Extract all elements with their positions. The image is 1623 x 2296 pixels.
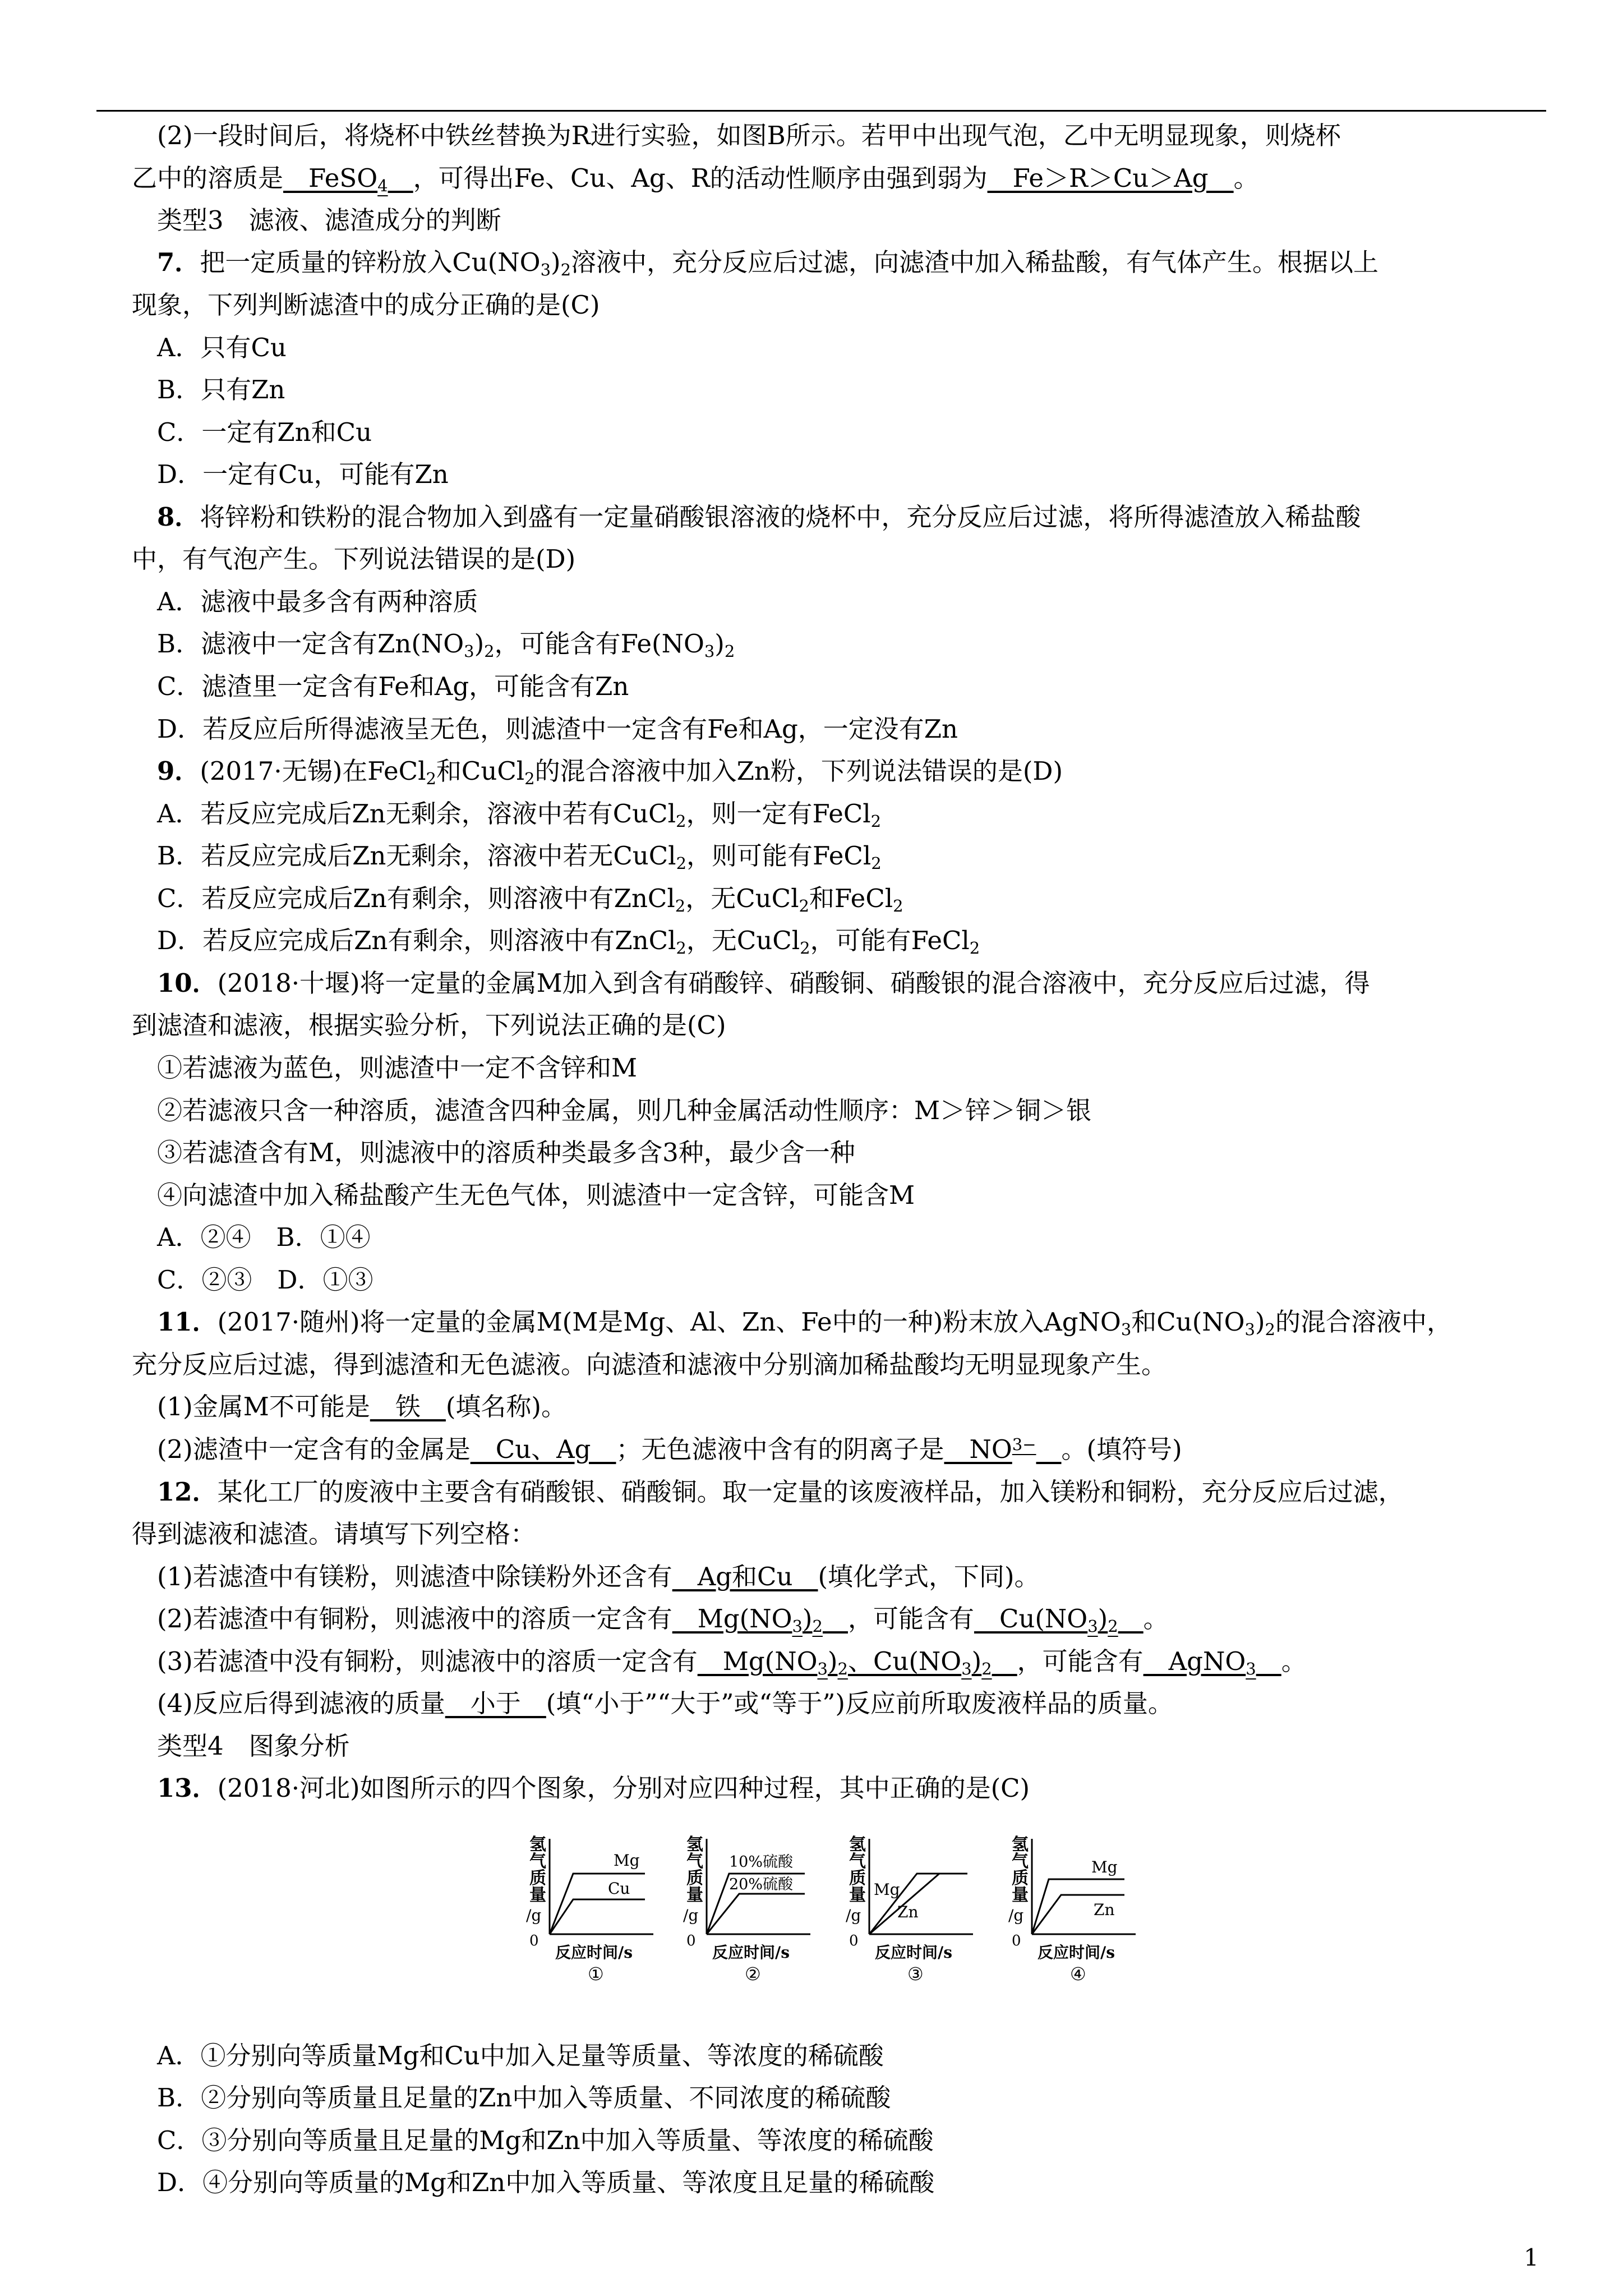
question-number: 9．	[157, 756, 200, 786]
chart-2-label-10pct: 10%硫酸	[729, 1853, 794, 1871]
chart-1-xlabel: 反应时间/s	[555, 1943, 633, 1962]
text-run: (4)反应后得到滤液的质量	[157, 1688, 445, 1718]
chart-1-ylabel-3: 质	[529, 1869, 546, 1888]
q13-charts	[522, 1833, 1166, 2024]
text-run: 2	[675, 812, 686, 831]
text-run: 到滤渣和滤液，根据实验分析，下列说法正确的是(C)	[132, 1010, 726, 1040]
answer-fill: __	[992, 1646, 1017, 1676]
answer-fill: __Mg(NO	[672, 1604, 792, 1634]
chart-3-number: ③	[907, 1963, 924, 1985]
answer-fill: )	[971, 1646, 982, 1676]
text-line	[157, 839, 882, 873]
text-run: 2	[969, 938, 980, 958]
text-run: (填“小于”“大于”或“等于”)反应前所取废液样品的质量。	[546, 1688, 1173, 1718]
chart-1-ylabel-5: /g	[526, 1906, 542, 1925]
text-run: (2)一段时间后，将烧杯中铁丝替换为R进行实验，如图B所示。若甲中出现气泡，乙中无明显现象，则烧杯	[157, 121, 1341, 150]
text-line	[157, 2124, 934, 2157]
text-line	[132, 288, 600, 322]
text-run: ④向滤渣中加入稀盐酸产生无色气体，则滤渣中一定含锌，可能含M	[157, 1180, 915, 1210]
answer-fill: 3	[961, 1659, 972, 1678]
question-number: 13．	[157, 1773, 218, 1803]
text-run: B．滤液中一定含有Zn(NO	[157, 629, 464, 659]
chart-4-ylabel-1: 氢	[1012, 1835, 1029, 1855]
text-run: 3	[1244, 1320, 1255, 1339]
chart-2-ylabel-2: 气	[686, 1852, 703, 1871]
text-line	[157, 1772, 1030, 1805]
text-run: 2	[870, 812, 882, 831]
answer-fill: 2	[837, 1659, 848, 1678]
page-number: 1	[1524, 2244, 1539, 2271]
answer-fill: __铁__	[370, 1392, 446, 1421]
question-number: 7．	[157, 247, 200, 277]
text-run: B．只有Zn	[157, 375, 285, 404]
text-line	[157, 2081, 891, 2115]
answer-fill: __Cu、Ag__	[470, 1434, 616, 1464]
text-line	[157, 2166, 934, 2200]
text-run: C．一定有Zn和Cu	[157, 417, 372, 447]
text-run: D．④分别向等质量的Mg和Zn中加入等质量、等浓度且足量的稀硫酸	[157, 2168, 935, 2197]
text-run: 。	[1143, 1604, 1169, 1634]
chart-3-ylabel-4: 量	[849, 1885, 866, 1905]
chart-3-ylabel-3: 质	[849, 1869, 866, 1888]
text-run: 。	[1281, 1646, 1307, 1676]
text-run: D．若反应后所得滤液呈无色，则滤渣中一定含有Fe和Ag，一定没有Zn	[157, 714, 958, 744]
answer-fill: __Ag和Cu__	[672, 1562, 818, 1591]
answer-fill: 3	[792, 1617, 803, 1636]
text-run: 某化工厂的废液中主要含有硝酸银、硝酸铜。取一定量的该废液样品，加入镁粉和铜粉，充分反应后过滤，	[217, 1477, 1404, 1507]
text-line	[132, 1009, 726, 1042]
answer-fill: __Mg(NO	[697, 1646, 818, 1676]
text-line	[157, 585, 478, 619]
answer-fill: 、Cu(NO	[847, 1646, 962, 1676]
text-run: 类型3 滤液、滤渣成分的判断	[157, 205, 501, 235]
answer-fill: )	[802, 1604, 813, 1634]
chart-4-ylabel-5: /g	[1008, 1906, 1024, 1925]
answer-fill: __	[1036, 1434, 1062, 1464]
answer-fill: )	[1098, 1604, 1108, 1634]
text-run: D．若反应完成后Zn有剩余，则溶液中有ZnCl	[157, 926, 676, 955]
text-run: 和CuCl	[436, 756, 525, 786]
text-run: B．②分别向等质量且足量的Zn中加入等质量、不同浓度的稀硫酸	[157, 2083, 891, 2113]
text-line	[157, 797, 881, 831]
text-run: 类型4 图象分析	[157, 1731, 350, 1761]
text-line	[157, 373, 285, 407]
chart-4-ylabel-2: 气	[1012, 1852, 1029, 1871]
text-line	[157, 246, 1378, 279]
text-line	[157, 1433, 1182, 1466]
question-number: 8．	[157, 502, 200, 532]
answer-fill: 3	[1087, 1617, 1098, 1636]
text-run: (2018·十堰)将一定量的金属M加入到含有硝酸锌、硝酸铜、硝酸银的混合溶液中，充分反应后过滤，得	[217, 968, 1370, 998]
chart-2-origin: 0	[686, 1932, 696, 1949]
text-run: C．若反应完成后Zn有剩余，则溶液中有ZnCl	[157, 884, 675, 913]
text-run: 2	[676, 938, 686, 958]
chart-1-ylabel-4: 量	[529, 1885, 546, 1905]
text-run: )	[474, 629, 485, 659]
text-line	[157, 1645, 1307, 1678]
answer-fill: 3	[1246, 1659, 1256, 1678]
chart-3-label-zn: Zn	[897, 1903, 919, 1921]
answer-fill: 2	[812, 1617, 823, 1636]
text-run: 的混合溶液中加入Zn粉，下列说法错误的是(D)	[534, 756, 1063, 786]
answer-fill: __	[388, 163, 413, 193]
text-run: ③若滤渣含有M，则滤液中的溶质种类最多含3种，最少含一种	[157, 1138, 855, 1167]
chart-1-line-cu	[550, 1899, 645, 1934]
text-run: )	[1255, 1307, 1265, 1337]
text-line	[157, 712, 958, 746]
text-line	[157, 1136, 855, 1170]
text-run: 2	[426, 769, 436, 788]
chart-3-ylabel-1: 氢	[849, 1835, 866, 1855]
text-run: 和Cu(NO	[1131, 1307, 1245, 1337]
text-line	[157, 1390, 566, 1424]
header-rule	[96, 110, 1546, 112]
text-run: ，则一定有FeCl	[686, 799, 871, 829]
text-run: (2018·河北)如图所示的四个图象，分别对应四种过程，其中正确的是(C)	[217, 1773, 1030, 1803]
text-line	[157, 1051, 637, 1085]
chart-4-label-zn: Zn	[1094, 1901, 1115, 1919]
text-line	[157, 458, 449, 491]
text-run: 2	[675, 896, 686, 915]
answer-fill: )	[827, 1646, 838, 1676]
text-run: 2	[871, 854, 882, 873]
chart-2	[683, 1835, 810, 1985]
text-run: 3	[464, 642, 474, 661]
text-run: 乙中的溶质是	[132, 163, 284, 193]
text-line	[157, 1263, 374, 1297]
chart-2-ylabel-3: 质	[686, 1869, 703, 1888]
answer-fill: 3	[817, 1659, 828, 1678]
chart-4-label-mg: Mg	[1091, 1858, 1118, 1876]
chart-3-ylabel-2: 气	[849, 1852, 866, 1871]
text-run: (2)若滤渣中有铜粉，则滤液中的溶质一定含有	[157, 1604, 672, 1634]
text-run: ①若滤液为蓝色，则滤渣中一定不含锌和M	[157, 1053, 638, 1083]
text-run: 2	[724, 642, 735, 661]
text-line	[157, 924, 980, 958]
text-line	[157, 1560, 1040, 1594]
text-run: B．若反应完成后Zn无剩余，溶液中若无CuCl	[157, 841, 676, 871]
text-run: ；无色滤液中含有的阴离子是	[616, 1434, 944, 1464]
text-run: (2017·无锡)在FeCl	[200, 756, 426, 786]
answer-fill: __NO	[944, 1434, 1012, 1464]
text-line	[157, 754, 1063, 788]
text-run: 2	[1265, 1320, 1275, 1339]
text-run: ，无CuCl	[685, 884, 799, 913]
text-line	[157, 1475, 1404, 1509]
text-run: A．②④ B．①④	[157, 1222, 371, 1252]
text-line	[157, 1687, 1173, 1720]
chart-2-ylabel-4: 量	[686, 1885, 703, 1905]
text-run: 充分反应后过滤，得到滤渣和无色滤液。向滤渣和滤液中分别滴加稀盐酸均无明显现象产生。	[132, 1350, 1167, 1379]
text-run: (3)若滤渣中没有铜粉，则滤液中的溶质一定含有	[157, 1646, 698, 1676]
answer-fill: __	[822, 1604, 848, 1634]
text-run: (填名称)。	[445, 1392, 566, 1421]
text-line	[132, 1348, 1166, 1382]
text-line	[132, 1517, 536, 1551]
text-line	[157, 967, 1370, 1000]
text-line	[132, 542, 575, 576]
text-run: A．只有Cu	[157, 333, 287, 362]
question-number: 10．	[157, 968, 218, 998]
text-run: 得到滤液和滤渣。请填写下列空格：	[132, 1519, 536, 1549]
answer-fill: 4	[377, 176, 388, 195]
answer-fill: __FeSO	[283, 163, 378, 193]
answer-fill: 2	[1108, 1617, 1118, 1636]
text-run: ，可能含有	[847, 1604, 974, 1634]
text-run: 中，有气泡产生。下列说法错误的是(D)	[132, 544, 576, 574]
chart-3-ylabel-5: /g	[846, 1906, 861, 1925]
text-run: 3	[1121, 1320, 1132, 1339]
chart-4-ylabel-3: 质	[1012, 1869, 1029, 1888]
answer-fill: __	[1256, 1646, 1281, 1676]
chart-1-line-mg	[550, 1874, 645, 1934]
text-line	[157, 1602, 1169, 1636]
chart-1	[526, 1835, 653, 1985]
text-run: ②若滤液只含一种溶质，滤渣含四种金属，则几种金属活动性顺序：M＞锌＞铜＞银	[157, 1096, 1092, 1125]
answer-fill: __AgNO	[1143, 1646, 1246, 1676]
text-line	[157, 500, 1361, 534]
chart-1-ylabel-2: 气	[529, 1852, 546, 1871]
chart-2-label-20pct: 20%硫酸	[729, 1876, 794, 1893]
text-run: ，可得出Fe、Cu、Ag、R的活动性顺序由强到弱为	[413, 163, 988, 193]
chart-2-ylabel-1: 氢	[686, 1835, 703, 1855]
chart-3	[846, 1835, 973, 1985]
text-run: A．滤液中最多含有两种溶质	[157, 587, 478, 616]
chart-3-xlabel: 反应时间/s	[875, 1943, 952, 1962]
chart-2-xlabel: 反应时间/s	[712, 1943, 790, 1962]
chart-1-label-cu: Cu	[608, 1879, 630, 1898]
text-line	[157, 1179, 915, 1212]
question-number: 11．	[157, 1307, 218, 1337]
text-line	[157, 204, 501, 237]
text-run: A．若反应完成后Zn无剩余，溶液中若有CuCl	[157, 799, 676, 829]
text-run: 溶液中，充分反应后过滤，向滤渣中加入稀盐酸，有气体产生。根据以上	[571, 247, 1379, 277]
text-run: 的混合溶液中，	[1275, 1307, 1453, 1337]
answer-fill: __	[1118, 1604, 1144, 1634]
text-line	[157, 1221, 371, 1254]
text-run: 。(填符号)	[1061, 1434, 1182, 1464]
text-line	[157, 670, 629, 703]
text-run: 3	[540, 260, 551, 279]
text-run: 2	[893, 896, 903, 915]
text-run: ，无CuCl	[686, 926, 800, 955]
text-line	[157, 1729, 350, 1763]
chart-4-ylabel-4: 量	[1012, 1885, 1029, 1905]
text-run: 把一定质量的锌粉放入Cu(NO	[200, 247, 541, 277]
chart-2-ylabel-5: /g	[683, 1906, 699, 1925]
text-run: )	[714, 629, 725, 659]
chart-1-number: ①	[588, 1963, 604, 1985]
text-run: 2	[799, 896, 809, 915]
chart-2-line-20pct	[707, 1894, 805, 1934]
answer-fill: __Cu(NO	[974, 1604, 1088, 1634]
chart-4-number: ④	[1070, 1963, 1086, 1985]
text-run: 2	[524, 769, 535, 788]
text-line	[157, 331, 287, 365]
text-line	[157, 416, 372, 449]
answer-fill: __Fe＞R＞Cu＞Ag__	[987, 163, 1234, 193]
chart-4-origin: 0	[1012, 1932, 1021, 1949]
answer-fill: __小于__	[445, 1688, 546, 1718]
text-run: 。	[1233, 163, 1259, 193]
text-run: 2	[560, 260, 571, 279]
answer-fill: 3−	[1012, 1435, 1036, 1454]
text-run: D．一定有Cu，可能有Zn	[157, 459, 449, 489]
chart-4	[1008, 1835, 1136, 1985]
text-run: 将锌粉和铁粉的混合物加入到盛有一定量硝酸银溶液的烧杯中，充分反应后过滤，将所得滤渣放入稀盐酸	[200, 502, 1361, 532]
text-run: (2)滤渣中一定含有的金属是	[157, 1434, 471, 1464]
text-run: (1)若滤渣中有镁粉，则滤渣中除镁粉外还含有	[157, 1562, 672, 1591]
text-line	[157, 119, 1341, 153]
question-number: 12．	[157, 1477, 218, 1507]
text-run: 2	[484, 642, 495, 661]
text-run: C．③分别向等质量且足量的Mg和Zn中加入等质量、等浓度的稀硫酸	[157, 2125, 934, 2155]
text-run: A．①分别向等质量Mg和Cu中加入足量等质量、等浓度的稀硫酸	[157, 2041, 884, 2070]
text-line	[157, 2039, 884, 2073]
chart-3-origin: 0	[849, 1932, 859, 1949]
text-run: (填化学式，下同)。	[818, 1562, 1040, 1591]
chart-3-label-mg: Mg	[874, 1880, 900, 1899]
text-run: ，可能含有Fe(NO	[494, 629, 704, 659]
text-run: (2017·随州)将一定量的金属M(M是Mg、Al、Zn、Fe中的一种)粉末放入AgNO	[217, 1307, 1121, 1337]
chart-1-ylabel-1: 氢	[529, 1835, 546, 1855]
text-run: 现象，下列判断滤渣中的成分正确的是(C)	[132, 290, 600, 320]
text-run: C．滤渣里一定含有Fe和Ag，可能含有Zn	[157, 671, 629, 701]
text-line	[157, 882, 903, 915]
text-line	[157, 1305, 1452, 1339]
chart-4-xlabel: 反应时间/s	[1038, 1943, 1115, 1962]
text-run: 和FeCl	[809, 884, 893, 913]
text-run: C．②③ D．①③	[157, 1265, 374, 1295]
text-run: ，则可能有FeCl	[686, 841, 872, 871]
text-run: 3	[704, 642, 715, 661]
chart-1-label-mg: Mg	[614, 1851, 640, 1870]
text-run: 2	[676, 854, 687, 873]
text-run: (1)金属M不可能是	[157, 1392, 370, 1421]
text-line	[157, 627, 735, 661]
text-run: 2	[800, 938, 810, 958]
chart-1-origin: 0	[529, 1932, 539, 1949]
text-line	[157, 1094, 1091, 1128]
text-line	[132, 162, 1259, 195]
text-run: ，可能含有	[1017, 1646, 1144, 1676]
chart-2-number: ②	[745, 1963, 761, 1985]
text-run: )	[551, 247, 561, 277]
text-run: ，可能有FeCl	[810, 926, 970, 955]
answer-fill: 2	[981, 1659, 992, 1678]
